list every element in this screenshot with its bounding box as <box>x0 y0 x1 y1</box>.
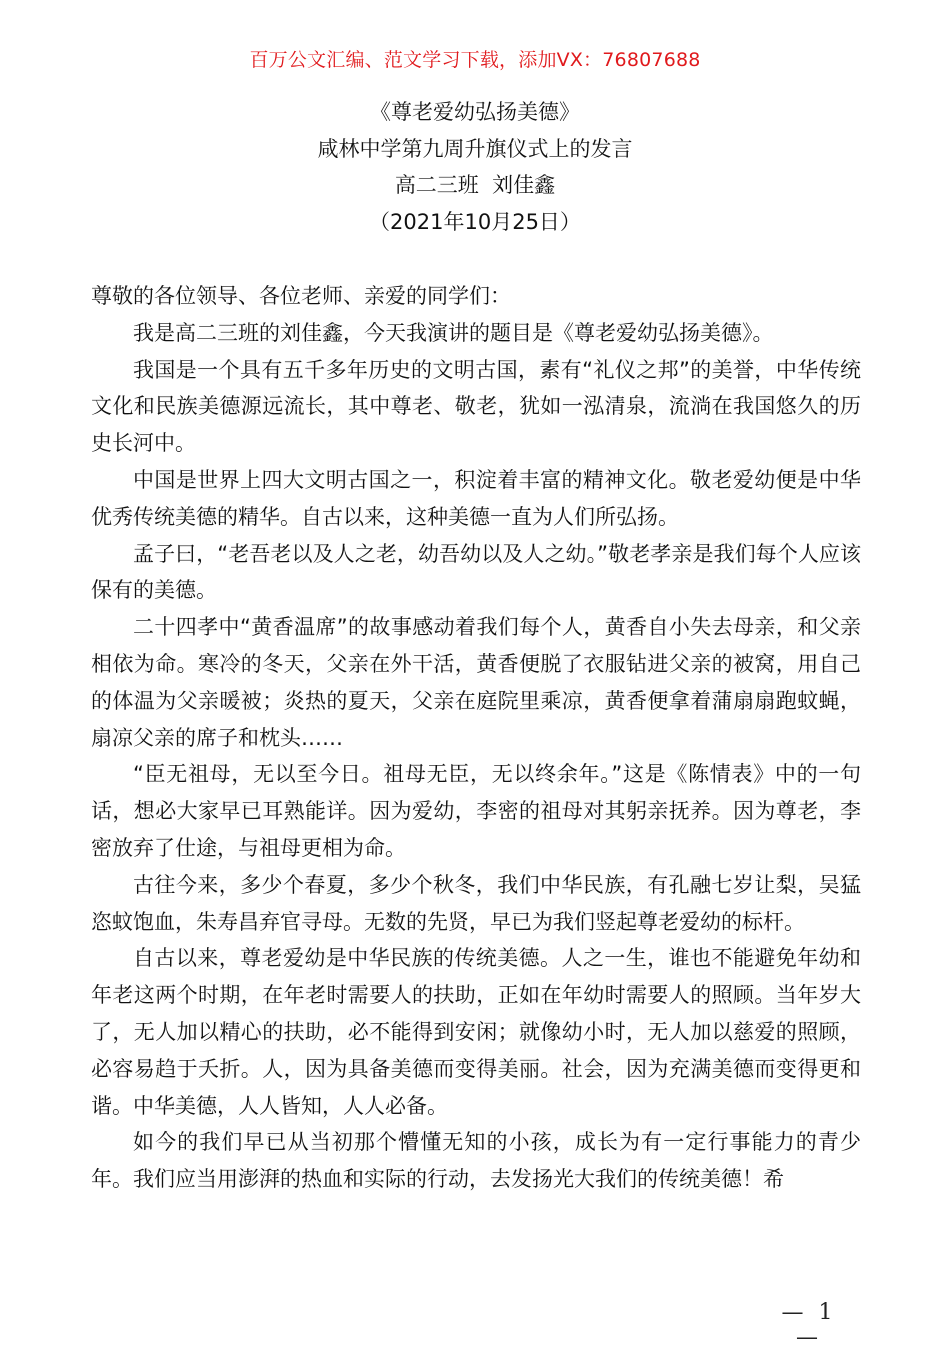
paragraph: 我国是一个具有五千多年历史的文明古国，素有“礼仪之邦”的美誉，中华传统文化和民族美德源远流长，其中尊老、敬老，犹如一泓清泉，流淌在我国悠久的历史长河中。 <box>91 357 861 456</box>
paragraph: 如今的我们早已从当初那个懵懂无知的小孩，成长为有一定行事能力的青少年。我们应当用澎湃的热血和实际的行动，去发扬光大我们的传统美德！希 <box>91 1130 861 1192</box>
title-block <box>0 94 950 240</box>
paragraph: “臣无祖母，无以至今日。祖母无臣，无以终余年。”这是《陈情表》中的一句话，想必大家早已耳熟能详。因为爱幼，李密的祖母对其躬亲抚养。因为尊老，李密放弃了仕途，与祖母更相为命。 <box>91 762 861 860</box>
paragraph: 二十四孝中“黄香温席”的故事感动着我们每个人，黄香自小失去母亲，和父亲相依为命。寒冷的冬天，父亲在外干活，黄香便脱了衣服钻进父亲的被窝，用自己的体温为父亲暖被；炎热的夏天，父亲在庭院里乘凉，黄香便拿着蒲扇扇跑蚊蝇，扇凉父亲的席子和枕头…… <box>91 615 861 750</box>
document-subtitle: 咸林中学第九周升旗仪式上的发言 <box>317 136 633 161</box>
salutation: 尊敬的各位领导、各位老师、亲爱的同学们： <box>91 284 511 308</box>
paragraph: 自古以来，尊老爱幼是中华民族的传统美德。人之一生，谁也不能避免年幼和年老这两个时期，在年老时需要人的扶助，正如在年幼时需要人的照顾。当年岁大了，无人加以精心的扶助，必不能得到安闲；就像幼小时，无人加以慈爱的照顾，必容易趋于夭折。人，因为具备美德而变得美丽。社会，因为充满美德而变得更和谐。中华美德，人人皆知，人人必备。 <box>91 946 861 1118</box>
paragraph: 我是高二三班的刘佳鑫，今天我演讲的题目是《尊老爱幼弘扬美德》。 <box>133 320 774 345</box>
paragraph: 中国是世界上四大文明古国之一，积淀着丰富的精神文化。敬老爱幼便是中华优秀传统美德的精华。自古以来，这种美德一直为人们所弘扬。 <box>91 467 861 529</box>
document-date: （2021年10月25日） <box>369 209 581 234</box>
paragraph: 古往今来，多少个春夏，多少个秋冬，我们中华民族，有孔融七岁让梨，吴猛恣蚊饱血，朱寿昌弃官寻母。无数的先贤，早已为我们竖起尊老爱幼的标杆。 <box>91 872 861 934</box>
page-number: — 1 — <box>781 1300 837 1350</box>
document-author: 高二三班 刘佳鑫 <box>394 173 556 197</box>
document-title: 《尊老爱幼弘扬美德》 <box>370 100 580 124</box>
header-banner: 百万公文汇编、范文学习下载，添加VX：76807688 <box>249 49 701 71</box>
speech-body <box>91 278 861 1198</box>
paragraph: 孟子曰，“老吾老以及人之老，幼吾幼以及人之幼。”敬老孝亲是我们每个人应该保有的美德。 <box>91 541 861 603</box>
